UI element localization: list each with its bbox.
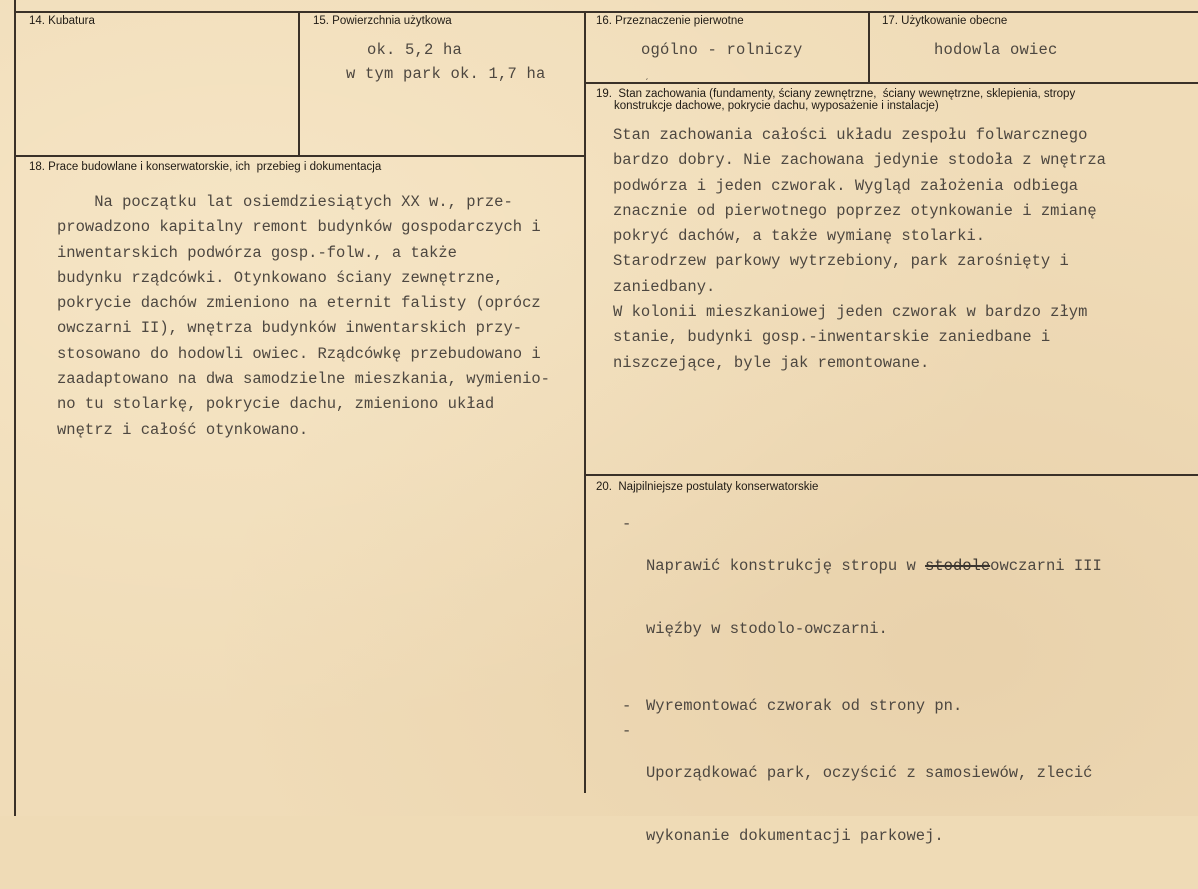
- field-19-label: 19. Stan zachowania (fundamenty, ściany zewnętrzne, ściany wewnętrzne, sklepienia, stropy: [596, 88, 1076, 100]
- field-18-line: owczarni II), wnętrza budynków inwentarskich przy-: [57, 319, 523, 338]
- field-15-area: ok. 5,2 ha: [367, 41, 463, 59]
- field-18-line: pokrycie dachów zmieniono na eternit falisty (oprócz: [57, 294, 541, 313]
- field-17-value: hodowla owiec: [934, 41, 1058, 59]
- field-20-label: 20. Najpilniejsze postulaty konserwatorskie: [596, 481, 819, 493]
- field-18-line: no tu stolarkę, pokrycie dachu, zmieniono układ: [57, 395, 495, 414]
- field-19-line: Stan zachowania całości układu zespołu folwarcznego: [613, 126, 1088, 144]
- field-19-line: znacznie od pierwotnego poprzez otynkowanie i zmianę: [613, 201, 1097, 220]
- field-16-label: 16. Przeznaczenie pierwotne: [596, 15, 744, 27]
- rule-under-16-17: [586, 82, 1198, 84]
- struck-text: stodole: [925, 557, 991, 575]
- item-line-2: wykonanie dokumentacji parkowej.: [646, 827, 944, 845]
- field-19-line: podwórza i jeden czworak. Wygląd założenia odbiega: [613, 176, 1079, 195]
- field-19-line: zaniedbany.: [613, 277, 716, 296]
- field-18-label: 18. Prace budowlane i konserwatorskie, ich przebieg i dokumentacja: [29, 161, 382, 173]
- border-left: [14, 0, 16, 816]
- item-dash: -: [622, 722, 632, 740]
- item-dash: -: [622, 515, 632, 533]
- field-18-text: [57, 190, 550, 443]
- item-line-2: więźby w stodolo-owczarni.: [646, 620, 888, 638]
- field-18-line: inwentarskich podwórza gosp.-folw., a także: [57, 243, 457, 262]
- divider-main: [584, 11, 586, 793]
- rule-under-19: [586, 474, 1198, 476]
- item-dash: -: [622, 697, 632, 715]
- field-18-line: Na początku lat osiemdziesiątych XX w., prze-: [57, 193, 513, 211]
- divider-14-15: [298, 11, 300, 155]
- field-18-line: prowadzono kapitalny remont budynków gospodarczych i: [57, 218, 541, 237]
- field-19-line: W kolonii mieszkaniowej jeden czworak w bardzo złym: [613, 303, 1088, 322]
- item-line: Wyremontować czworak od strony pn.: [646, 697, 963, 715]
- item-text-cont: owczarni III: [990, 557, 1102, 575]
- item-body: [646, 514, 1102, 682]
- item-line: Uporządkować park, oczyścić z samosiewów, zlecić: [646, 764, 1093, 782]
- field-18-line: wnętrz i całość otynkowano.: [57, 420, 309, 439]
- field-20-list: [622, 514, 1102, 889]
- field-18-line: stosowano do hodowli owiec. Rządcówkę przebudowano i: [57, 344, 541, 363]
- field-19-label-cont: konstrukcje dachowe, pokrycie dachu, wyposażenie i instalacje): [614, 100, 939, 112]
- postulate-item: [622, 696, 1102, 717]
- field-19-line: pokryć dachów, a także wymianę stolarki.: [613, 227, 986, 246]
- field-18-line: budynku rządcówki. Otynkowano ściany zewnętrzne,: [57, 268, 504, 287]
- field-19-line: niszczejące, byle jak remontowane.: [613, 353, 930, 372]
- field-14-label: 14. Kubatura: [29, 15, 95, 27]
- postulate-item: [622, 721, 1102, 889]
- row-top-rule: [14, 11, 1198, 13]
- field-16-value: ogólno - rolniczy: [641, 41, 803, 59]
- field-19-text: [613, 123, 1106, 376]
- field-19-line: bardzo dobry. Nie zachowana jedynie stodoła z wnętrza: [613, 151, 1106, 170]
- divider-16-17: [868, 11, 870, 83]
- rule-under-14-15: [14, 155, 585, 157]
- field-19-line: stanie, budynki gosp.-inwentarskie zaniedbane i: [613, 328, 1051, 347]
- item-body: [646, 721, 1092, 889]
- field-19-line: Starodrzew parkowy wytrzebiony, park zarośnięty i: [613, 252, 1069, 271]
- field-15-park-area: w tym park ok. 1,7 ha: [346, 65, 546, 83]
- field-18-line: zaadaptowano na dwa samodzielne mieszkania, wymienio-: [57, 370, 550, 389]
- field-17-label: 17. Użytkowanie obecne: [882, 15, 1008, 27]
- item-line: [646, 556, 1102, 577]
- typewriter-mark: ˏ: [645, 70, 649, 81]
- postulate-item: [622, 514, 1102, 682]
- item-text: Naprawić konstrukcję stropu w: [646, 557, 926, 575]
- field-15-label: 15. Powierzchnia użytkowa: [313, 15, 452, 27]
